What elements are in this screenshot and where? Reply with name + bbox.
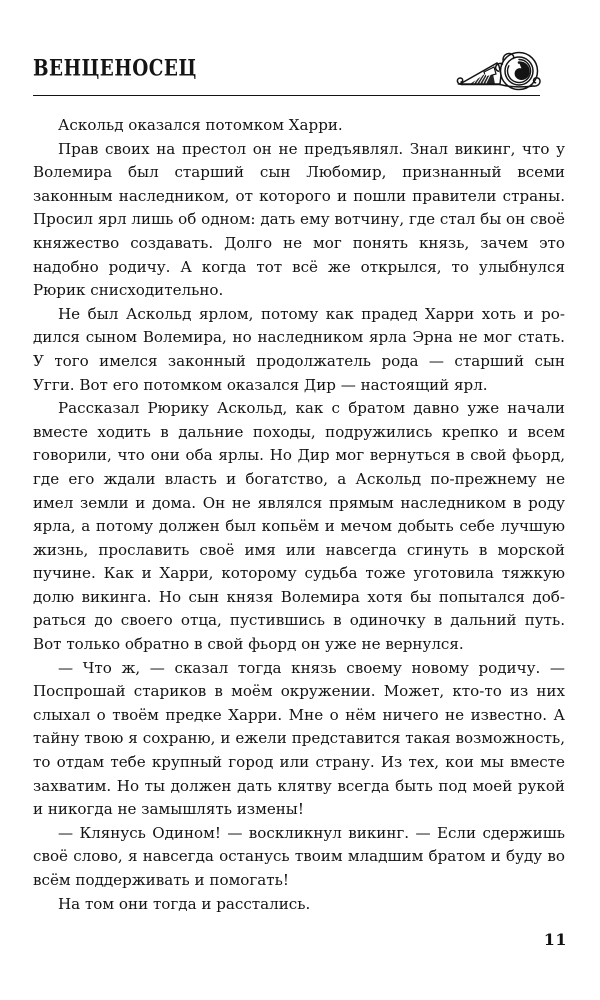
spiral-scroll-ornament	[440, 50, 548, 98]
paragraph: Не был Аскольд ярлом, потому как прадед Харри хоть и родился сыном Волемира, но наследником ярла Эрна не мог стать. У того имелся законный продолжатель рода — старший сын Угги. Вот его потомком оказался Дир — настоящий ярл.	[33, 304, 565, 394]
paragraph: Рассказал Рюрику Аскольд, как с братом давно уже начали вместе ходить в дальние походы, подружились крепко и всем говорили, что они оба ярлы. Но Дир мог вернуться в свой фьорд, где его ждали власть и богатство, а Аскольд по-прежнему не имел земли и дома. Он не являлся прямым наследником в роду ярла, а потому должен был копьём и мечом добыть себе лучшую жизнь, прославить своё имя или навсегда сгинуть в морской пучине. Как и Харри, которому судьба тоже уготовила тяжкую долю викинга. Но сын князя Волемира хотя бы попытался добраться до своего отца, пустившись в одиночку в дальний путь. Вот только обратно в свой фьорд он уже не вернулся.	[33, 399, 565, 654]
header-divider-rule	[33, 95, 540, 96]
body-text	[33, 114, 565, 916]
paragraph: — Что ж, — сказал тогда князь своему новому родичу. — Поспрошай стариков в моём окружении. Может, кто-то из них слыхал о твоём предке Харри. Мне о нём ничего не известно. А тайну твою я сохраню, и ежели представится такая возможность, то отдам тебе крупный город или страну. Из тех, кои мы вместе захватим. Но ты должен дать клятву всегда быть под моей рукой и никогда не замышлять измены!	[33, 658, 565, 819]
paragraph: — Клянусь Одином! — воскликнул викинг. — Если сдержишь своё слово, я навсегда останусь твоим младшим братом и буду во всём поддерживать и помогать!	[33, 823, 565, 889]
running-header	[33, 55, 540, 102]
paragraph: На том они тогда и расстались.	[58, 894, 311, 913]
paragraph: Прав своих на престол он не предъявлял. Знал викинг, что у Волемира был старший сын Любомир, признанный всеми законным наследником, от которого и пошли правители страны. Просил ярл лишь об одном: дать ему вотчину, где стал бы он своё княжество создавать. Долго не мог понять князь, зачем это надобно родичу. А когда тот всё же открылся, то улыбнулся Рюрик снисходительно.	[33, 139, 565, 300]
paragraph: Аскольд оказался потомком Харри.	[58, 116, 343, 134]
page-number: 11	[543, 930, 567, 949]
running-header-title: ВЕНЦЕНОСЕЦ	[33, 55, 197, 82]
